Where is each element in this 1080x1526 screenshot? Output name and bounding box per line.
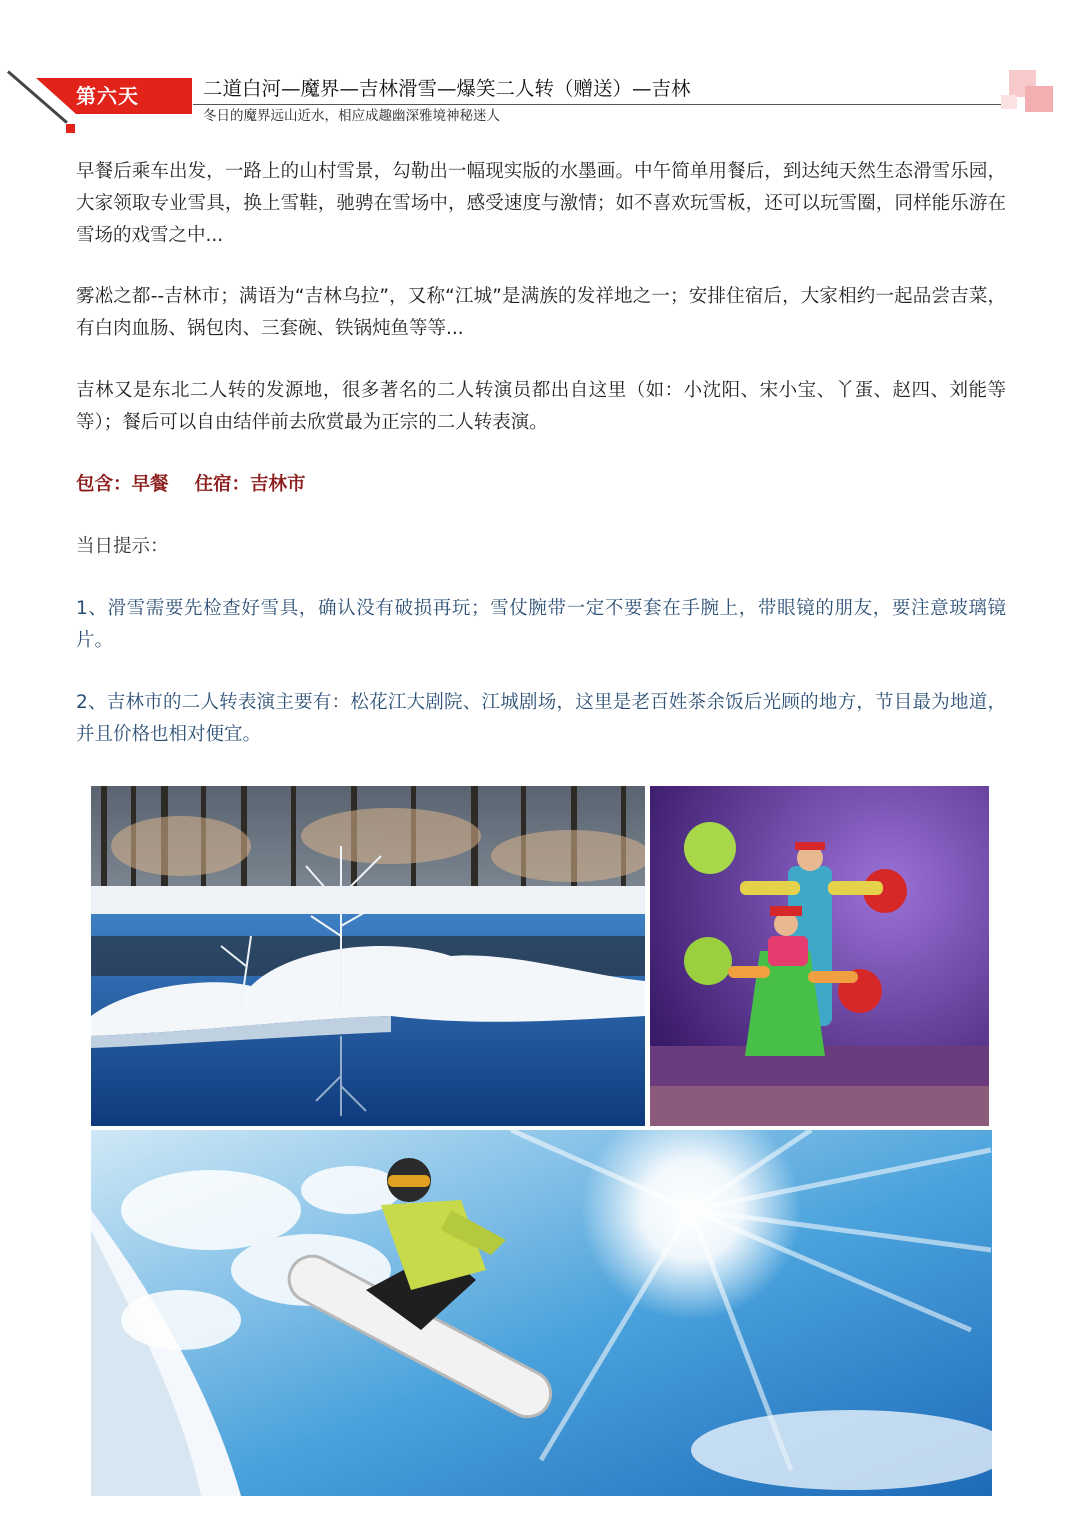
paragraph-jilin-city: 雾凇之都--吉林市；满语为“吉林乌拉”，又称“江城”是满族的发祥地之一；安排住宿后，大家相约一起品尝吉菜，有白肉血肠、锅包肉、三套碗、铁锅炖鱼等等... — [76, 286, 1006, 339]
route-subtitle: 冬日的魔界远山近水，相应成趣幽深雅境神秘迷人 — [203, 108, 500, 124]
paragraph-morning: 早餐后乘车出发，一路上的山村雪景，勾勒出一幅现实版的水墨画。中午简单用餐后，到达纯天然生态滑雪乐园，大家领取专业雪具，换上雪鞋，驰骋在雪场中，感受速度与激情；如不喜欢玩雪板，还可以玩雪圈，同样能乐游在雪场的戏雪之中... — [76, 161, 1006, 246]
lodging-info: 住宿：吉林市 — [194, 474, 306, 495]
meals-lodging-line — [76, 469, 1006, 501]
snowy-river-photo — [91, 786, 645, 1126]
header-rule — [193, 104, 1005, 105]
paragraph-errenzhuan: 吉林又是东北二人转的发源地，很多著名的二人转演员都出自这里（如：小沈阳、宋小宝、丫蛋、赵四、刘能等等）；餐后可以自由结伴前去欣赏最为正宗的二人转表演。 — [76, 380, 1006, 433]
tips-heading: 当日提示： — [76, 536, 169, 557]
tip-item: 1、滑雪需要先检查好雪具，确认没有破损再玩；雪仗腕带一定不要套在手腕上，带眼镜的朋友，要注意玻璃镜片。 — [76, 598, 1006, 651]
meals-info: 包含：早餐 — [76, 474, 169, 495]
errenzhuan-performance-photo — [650, 786, 989, 1126]
itinerary-content — [76, 156, 1006, 751]
corner-decoration-square — [1025, 86, 1053, 112]
snowboarder-photo — [91, 1130, 992, 1496]
route-title: 二道白河—魔界—吉林滑雪—爆笑二人转（赠送）—吉林 — [203, 77, 691, 100]
corner-decoration-square — [1001, 95, 1017, 109]
day-label: 第六天 — [76, 84, 139, 108]
header-accent-square — [66, 124, 75, 133]
tip-item: 2、吉林市的二人转表演主要有：松花江大剧院、江城剧场，这里是老百姓茶余饭后光顾的地方，节目最为地道，并且价格也相对便宜。 — [76, 692, 1006, 745]
